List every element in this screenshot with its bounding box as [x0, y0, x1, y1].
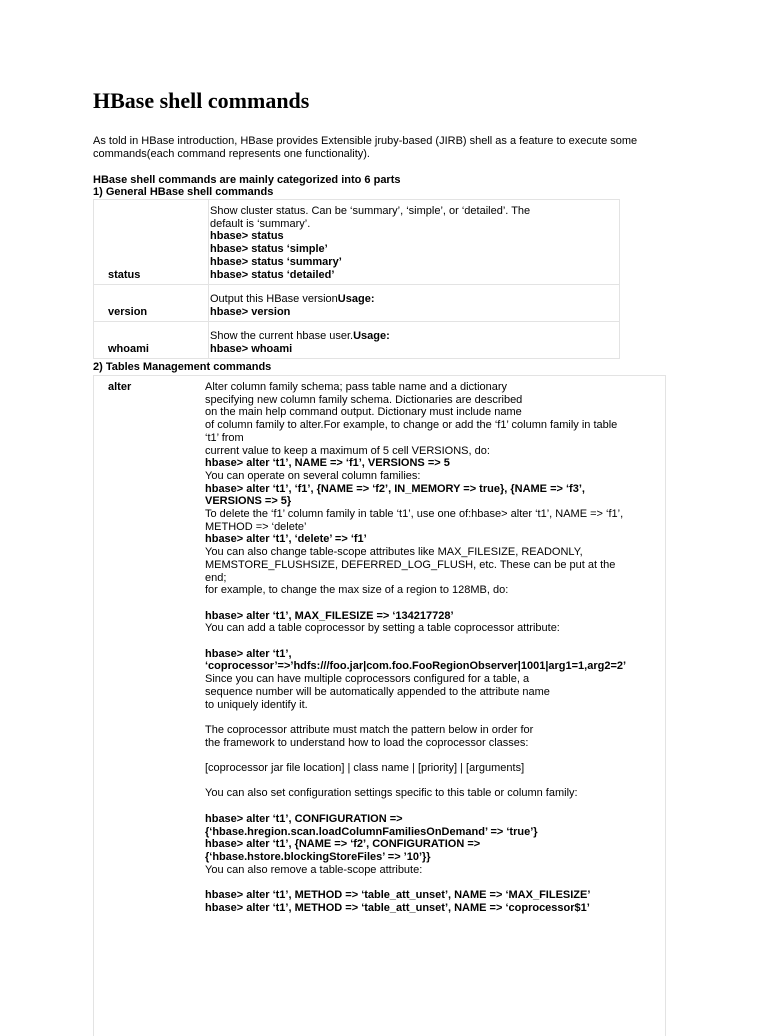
- command-name: whoami: [94, 322, 209, 359]
- desc-line: To delete the ‘f1’ column family in table ‘t1’, use one of:hbase> alter ‘t1’, NAME => ‘f1’,: [205, 508, 624, 521]
- table-row: [94, 322, 620, 359]
- intro-paragraph: [93, 135, 673, 160]
- command-name: status: [94, 200, 209, 285]
- desc-line: METHOD => ‘delete’: [205, 520, 307, 533]
- desc-line: hbase> status ‘simple’: [210, 243, 328, 256]
- desc-line: MEMSTORE_FLUSHSIZE, DEFERRED_LOG_FLUSH, etc. These can be put at the: [205, 558, 616, 571]
- desc-line: current value to keep a maximum of 5 cell VERSIONS, do:: [205, 444, 490, 457]
- desc-line: Show cluster status. Can be ‘summary’, ‘simple’, or ‘detailed’. The: [210, 205, 531, 217]
- desc-line: [210, 293, 615, 306]
- desc-line: hbase> alter ‘t1’,: [205, 647, 292, 660]
- table-row: [94, 200, 620, 285]
- blank-line: [205, 876, 655, 889]
- desc-line: You can operate on several column families:: [205, 469, 421, 482]
- desc-line: for example, to change the max size of a region to 128MB, do:: [205, 584, 509, 597]
- general-commands-table: [93, 199, 620, 359]
- desc-line: hbase> status ‘summary’: [210, 255, 342, 268]
- desc-line: Since you can have multiple coprocessors configured for a table, a: [205, 673, 530, 686]
- command-name: alter: [108, 381, 132, 393]
- blank-line: [205, 749, 655, 762]
- desc-line: hbase> alter ‘t1’, CONFIGURATION =>: [205, 812, 403, 825]
- desc-line: ‘t1’ from: [205, 431, 244, 444]
- command-description: [209, 200, 620, 285]
- usage-label: Usage:: [337, 292, 375, 305]
- desc-line: hbase> alter ‘t1’, {NAME => ‘f2’, CONFIGURATION =>: [205, 838, 481, 851]
- desc-line: ‘coprocessor’=>’hdfs:///foo.jar|com.foo.FooRegionObserver|1001|arg1=1,arg2=2’: [205, 660, 627, 673]
- desc-line: hbase> status: [210, 230, 284, 243]
- desc-line: sequence number will be automatically appended to the attribute name: [205, 685, 550, 698]
- desc-line: hbase> status ‘detailed’: [210, 268, 335, 281]
- desc-line: hbase> whoami: [210, 342, 293, 355]
- desc-line: of column family to alter.For example, to change or add the ‘f1’ column family in table: [205, 419, 618, 432]
- section1-heading: 1) General HBase shell commands: [93, 186, 274, 198]
- tables-management-table: [93, 375, 666, 1036]
- command-name: version: [94, 285, 209, 322]
- desc-line: hbase> alter ‘t1’, MAX_FILESIZE => ‘134217728’: [205, 609, 454, 622]
- intro-line: As told in HBase introduction, HBase provides Extensible jruby-based (JIRB) shell as a feature to execute some: [93, 135, 638, 147]
- desc-line: You can also remove a table-scope attribute:: [205, 863, 423, 876]
- desc-text: Show the current hbase user.: [210, 329, 354, 342]
- blank-line: [205, 800, 655, 813]
- blank-line: [205, 711, 655, 724]
- desc-line: [coprocessor jar file location] | class name | [priority] | [arguments]: [205, 762, 525, 775]
- desc-line: end;: [205, 571, 227, 584]
- desc-line: on the main help command output. Dictionary must include name: [205, 406, 522, 419]
- desc-line: hbase> alter ‘t1’, ‘f1’, {NAME => ‘f2’, IN_MEMORY => true}, {NAME => ‘f3’,: [205, 482, 585, 495]
- desc-line: to uniquely identify it.: [205, 698, 308, 711]
- desc-line: hbase> alter ‘t1’, ‘delete’ => ‘f1’: [205, 533, 367, 546]
- desc-line: Alter column family schema; pass table name and a dictionary: [205, 381, 508, 393]
- desc-line: {‘hbase.hregion.scan.loadColumnFamiliesOnDemand’ => ‘true’}: [205, 825, 538, 838]
- desc-line: You can also change table-scope attributes like MAX_FILESIZE, READONLY,: [205, 546, 583, 559]
- desc-line: the framework to understand how to load the coprocessor classes:: [205, 736, 529, 749]
- usage-label: Usage:: [353, 329, 390, 342]
- desc-line: hbase> version: [210, 305, 291, 318]
- desc-line: You can add a table coprocessor by setting a table coprocessor attribute:: [205, 622, 560, 635]
- blank-line: [205, 775, 655, 788]
- desc-line: You can also set configuration settings specific to this table or column family:: [205, 787, 578, 800]
- desc-text: Output this HBase version: [210, 292, 338, 305]
- command-description: [209, 285, 620, 322]
- desc-line: hbase> alter ‘t1’, NAME => ‘f1’, VERSIONS => 5: [205, 457, 450, 470]
- table-row: [94, 285, 620, 322]
- desc-line: hbase> alter ‘t1’, METHOD => ‘table_att_unset’, NAME => ‘MAX_FILESIZE’: [205, 889, 591, 902]
- desc-line: {‘hbase.hstore.blockingStoreFiles’ => ’10’}}: [205, 850, 431, 863]
- section2-heading: 2) Tables Management commands: [93, 361, 272, 373]
- desc-line: default is ‘summary’.: [210, 217, 311, 230]
- blank-line: [205, 597, 655, 610]
- page-title: HBase shell commands: [93, 88, 310, 113]
- desc-line: The coprocessor attribute must match the pattern below in order for: [205, 723, 534, 736]
- blank-line: [205, 635, 655, 648]
- desc-line: hbase> alter ‘t1’, METHOD => ‘table_att_unset’, NAME => ‘coprocessor$1’: [205, 901, 590, 914]
- command-description: [205, 381, 655, 914]
- categorized-heading: HBase shell commands are mainly categorized into 6 parts: [93, 174, 401, 186]
- desc-line: VERSIONS => 5}: [205, 495, 292, 508]
- command-description: [209, 322, 620, 359]
- desc-line: [210, 330, 615, 343]
- intro-line: commands(each command represents one functionality).: [93, 147, 370, 160]
- desc-line: specifying new column family schema. Dictionaries are described: [205, 393, 523, 406]
